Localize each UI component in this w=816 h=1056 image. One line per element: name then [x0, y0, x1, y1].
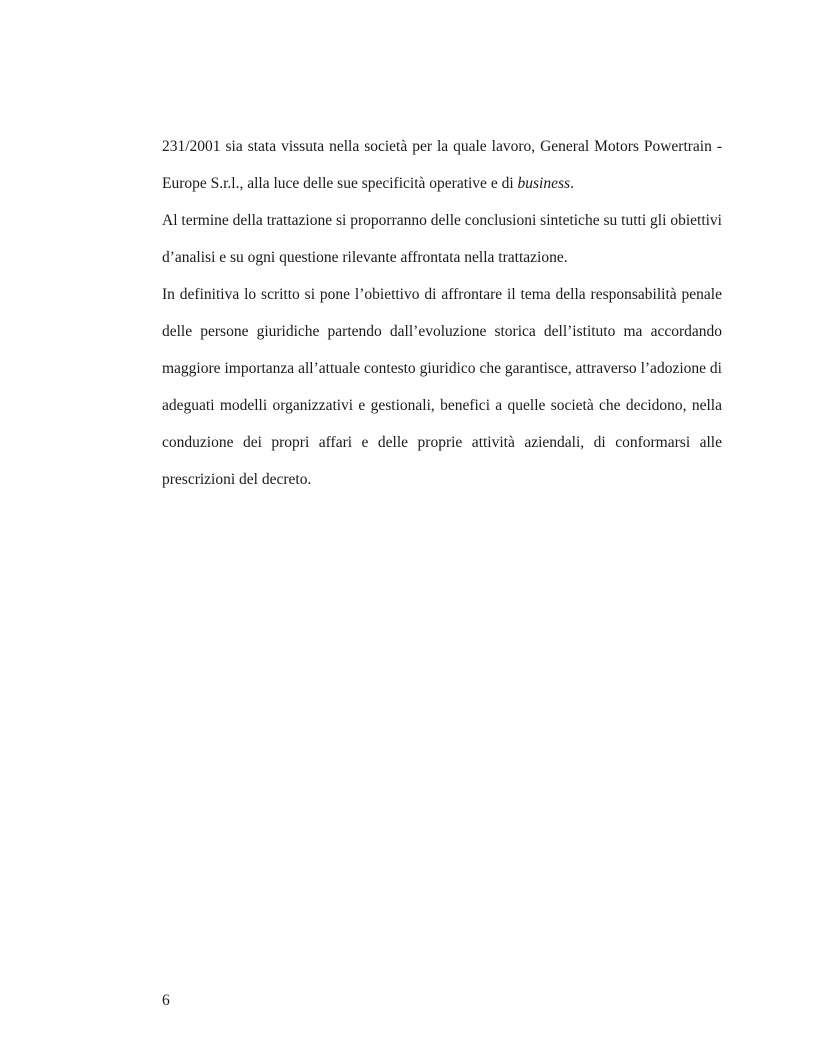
paragraph-1 — [162, 128, 722, 202]
paragraph-3-text: In definitiva lo scritto si pone l’obiettivo di affrontare il tema della responsabilità penale delle persone giuridiche partendo dall’evoluzione storica dell’istituto ma accordando maggiore importanza all’attuale contesto giuridico che garantisce, attraverso l’adozione di adeguati modelli organizzativi e gestionali, benefici a quelle società che decidono, nella conduzione dei propri affari e delle proprie attività aziendali, di conformarsi alle prescrizioni del decreto. — [162, 286, 722, 488]
body-text — [162, 128, 722, 498]
italic-term-business: business — [517, 175, 571, 192]
paragraph-2-text: Al termine della trattazione si proporranno delle conclusioni sintetiche su tutti gli obiettivi d’analisi e su ogni questione rilevante affrontata nella trattazione. — [162, 212, 722, 266]
page-number: 6 — [162, 992, 170, 1009]
paragraph-3 — [162, 276, 722, 498]
paragraph-1-text: 231/2001 sia stata vissuta nella società per la quale lavoro, General Motors Powertrain - Europe S.r.l., alla luce delle sue specificità operative e di — [162, 138, 722, 192]
paragraph-1-end: . — [570, 175, 574, 192]
paragraph-2 — [162, 202, 722, 276]
